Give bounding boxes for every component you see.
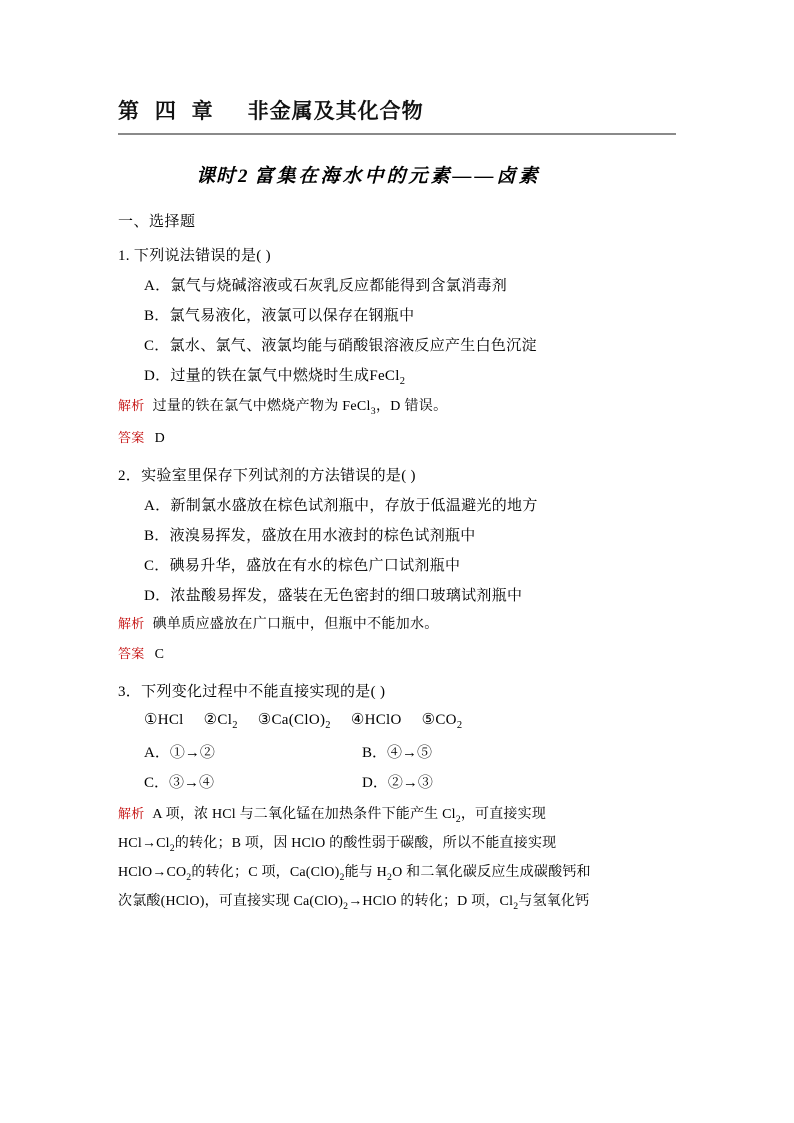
analysis-label: 解析: [118, 806, 145, 822]
question-2: [118, 464, 676, 666]
option-row-ab: [144, 741, 676, 762]
option-b[interactable]: B．液溴易挥发，盛放在用水液封的棕色试剂瓶中: [144, 527, 476, 544]
question-1: [118, 244, 676, 450]
analysis-line-2: $HCl\to Cl_2$的转化；B 项，因 HClO 的酸性弱于碳酸，所以不能直接实现: [118, 835, 557, 854]
chapter-number: 第 四 章: [118, 100, 218, 123]
analysis-line-4: 次氯酸(HClO)，可直接实现 $Ca(ClO)_2\to HClO$ 的转化；D 项，$Cl_2$与氢氧化钙: [118, 893, 590, 912]
substance-item-2: $②Cl_2$: [203, 712, 238, 732]
option-a[interactable]: A．氯气与烧碱溶液或石灰乳反应都能得到含氯消毒剂: [144, 278, 508, 294]
substance-item-3: $③Ca(ClO)_2$: [257, 712, 331, 732]
header-divider: [118, 133, 676, 135]
option-b[interactable]: B．④→⑤: [362, 745, 433, 762]
answer-value: D: [154, 430, 166, 446]
analysis-2: [118, 614, 676, 636]
lesson-name: 富集在海水中的元素——卤素: [254, 166, 541, 187]
option-c[interactable]: C．③→④: [144, 775, 215, 792]
section-title: 一、选择题: [118, 214, 196, 230]
answer-value: C: [154, 647, 165, 663]
option-d[interactable]: D．浓盐酸易挥发，盛装在无色密封的细口玻璃试剂瓶中: [144, 587, 523, 604]
chapter-title: 非金属及其化合物: [247, 100, 424, 123]
substance-item-5: $⑤CO_2$: [421, 712, 463, 732]
lesson-number: 2: [238, 166, 249, 187]
answer-2: [118, 644, 676, 666]
option-c[interactable]: C．碘易升华，盛放在有水的棕色广口试剂瓶中: [144, 557, 461, 574]
question-stem: 3．下列变化过程中不能直接实现的是( ): [118, 684, 386, 701]
analysis-label: 解析: [118, 615, 145, 631]
substance-item-1: ①HCl: [144, 712, 184, 729]
chapter-header: [118, 95, 676, 131]
analysis-text: 过量的铁在氯气中燃烧产物为 FeCl$_3$，D 错误。: [152, 399, 448, 417]
question-stem: 2．实验室里保存下列试剂的方法错误的是( ): [118, 467, 416, 484]
option-c[interactable]: C．氯水、氯气、液氯均能与硝酸银溶液反应产生白色沉淀: [144, 338, 537, 354]
analysis-line-1: 解析 A 项，浓 HCl 与二氧化锰在加热条件下能产生 $Cl_2$，可直接实现: [118, 806, 547, 825]
analysis-text: 碘单质应盛放在广口瓶中，但瓶中不能加水。: [152, 616, 439, 632]
substance-item-4: ④HClO: [350, 712, 402, 729]
option-a[interactable]: A．新制氯水盛放在棕色试剂瓶中，存放于低温避光的地方: [144, 497, 538, 514]
option-d[interactable]: D．②→③: [362, 775, 433, 792]
analysis-1: [118, 396, 676, 419]
option-d[interactable]: D．过量的铁在氯气中燃烧时生成FeCl$_2$: [144, 368, 406, 387]
lesson-title: [196, 161, 676, 188]
question-stem: 1. 下列说法错误的是( ): [118, 248, 271, 264]
analysis-label: 解析: [118, 398, 145, 413]
option-b[interactable]: B．氯气易液化，液氯可以保存在钢瓶中: [144, 308, 415, 324]
option-a[interactable]: A．①→②: [144, 745, 215, 762]
lesson-prefix: 课时: [196, 166, 237, 187]
question-3: [118, 680, 676, 917]
analysis-3: [118, 801, 676, 917]
analysis-line-3: $HClO\to CO_2$的转化；C 项，$Ca(ClO)_2$能与 $H_2O$ 和二氧化碳反应生成碳酸钙和: [118, 864, 591, 883]
answer-label: 答案: [118, 429, 145, 445]
answer-label: 答案: [118, 646, 145, 662]
substance-list: [144, 710, 676, 731]
option-row-cd: [144, 771, 676, 792]
answer-1: [118, 428, 676, 450]
